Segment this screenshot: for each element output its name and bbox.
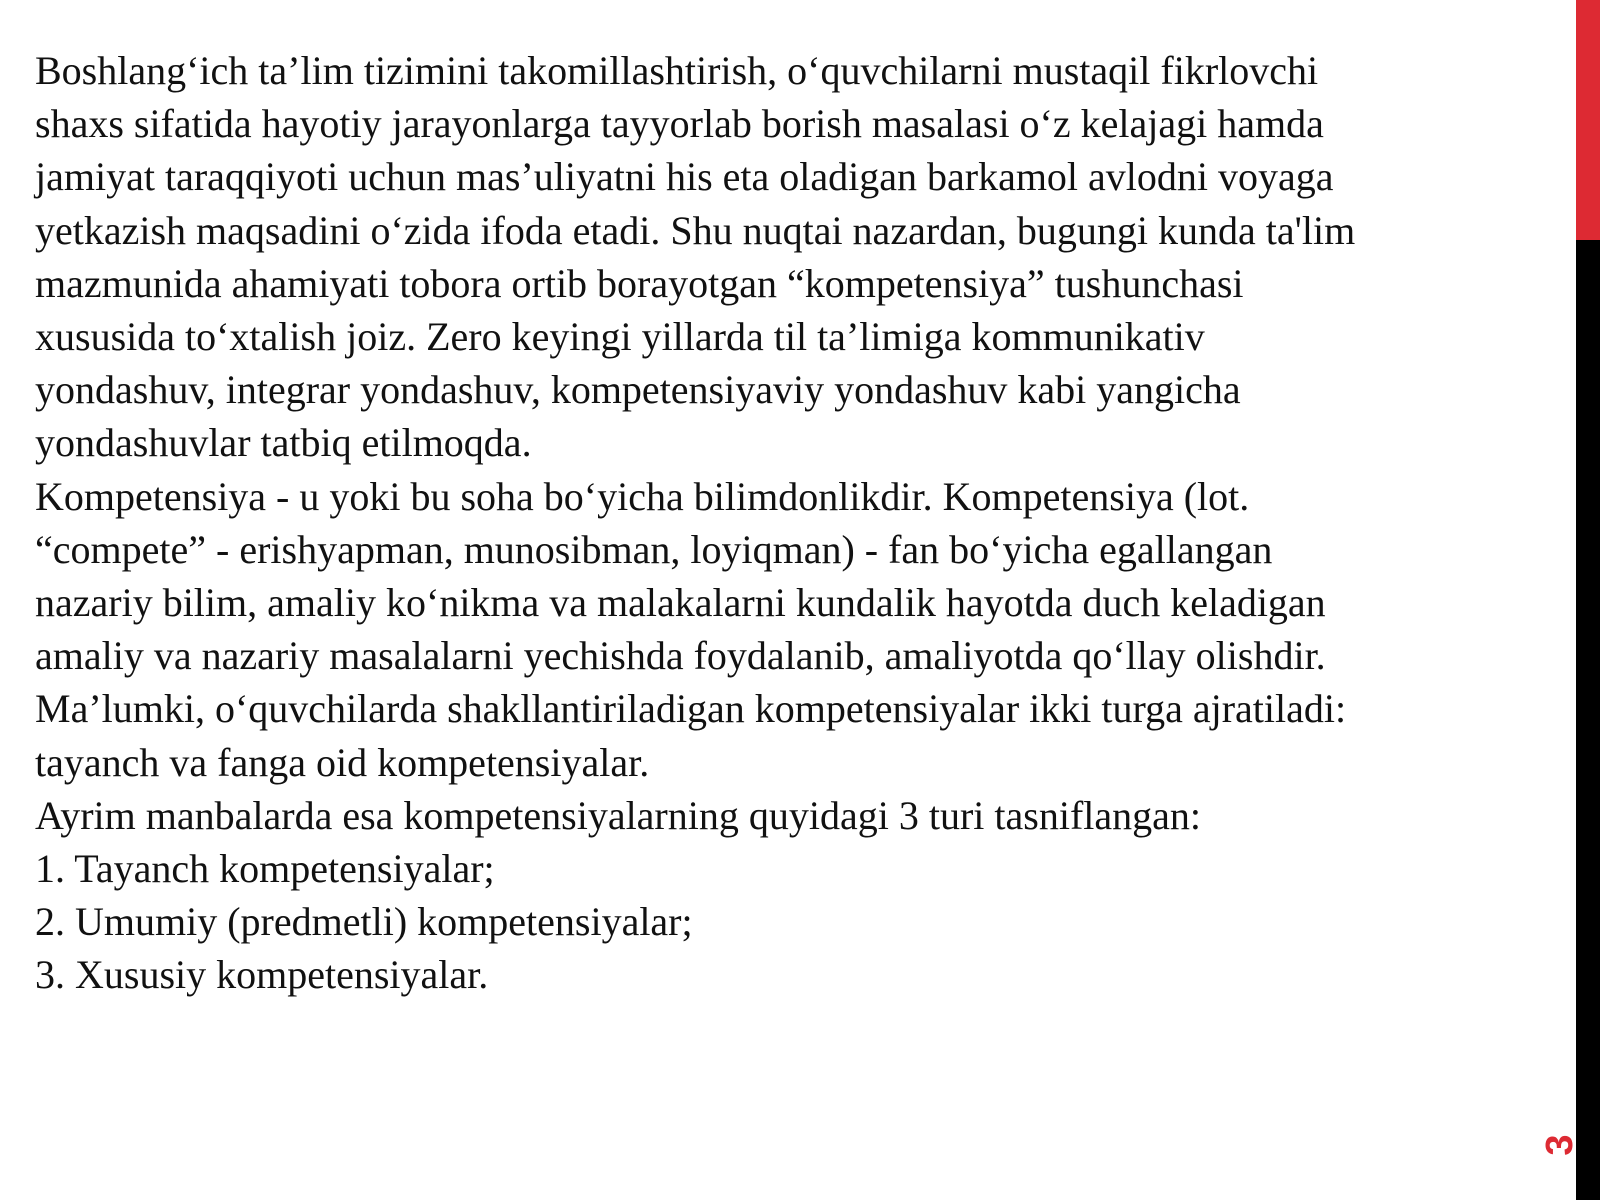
text-line: Kompetensiya - u yoki bu soha bo‘yicha bilimdonlikdir. Kompetensiya (lot. [35,473,1250,519]
text-line: xususida to‘xtalish joiz. Zero keyingi yillarda til ta’limiga kommunikativ [35,314,1205,360]
text-line: jamiyat taraqqiyoti uchun mas’uliyatni his eta oladigan barkamol avlodni voyaga [35,154,1334,200]
text-line: yondashuvlar tatbiq etilmoqda. [35,420,532,466]
text-line: mazmunida ahamiyati tobora ortib borayotgan “kompetensiya” tushunchasi [35,260,1244,306]
slide-body-text [35,44,1535,1002]
list-item: 3. Xususiy kompetensiyalar. [35,952,489,998]
list-item: 2. Umumiy (predmetli) kompetensiyalar; [35,899,693,945]
text-line: yetkazish maqsadini o‘zida ifoda etadi. Shu nuqtai nazardan, bugungi kunda ta'lim [35,207,1356,253]
text-line: nazariy bilim, amaliy ko‘nikma va malakalarni kundalik hayotda duch keladigan [35,580,1326,626]
text-line: Ma’lumki, o‘quvchilarda shakllantiriladigan kompetensiyalar ikki turga ajratiladi: [35,686,1347,732]
sidebar-accent-stripe [1576,0,1600,240]
text-line: yondashuv, integrar yondashuv, kompetensiyaviy yondashuv kabi yangicha [35,367,1241,413]
text-line: Ayrim manbalarda esa kompetensiyalarning quyidagi 3 turi tasniflangan: [35,792,1201,838]
text-line: shaxs sifatida hayotiy jarayonlarga tayyorlab borish masalasi o‘z kelajagi hamda [35,101,1324,147]
text-line: Boshlang‘ich ta’lim tizimini takomillashtirish, o‘quvchilarni mustaqil fikrlovchi [35,48,1319,93]
list-item: 1. Tayanch kompetensiyalar; [35,846,495,892]
page-number: 3 [1539,1134,1581,1156]
text-line: amaliy va nazariy masalalarni yechishda foydalanib, amaliyotda qo‘llay olishdir. [35,633,1326,679]
text-line: “compete” - erishyapman, munosibman, loyiqman) - fan bo‘yicha egallangan [35,526,1273,572]
text-line: tayanch va fanga oid kompetensiyalar. [35,739,650,785]
